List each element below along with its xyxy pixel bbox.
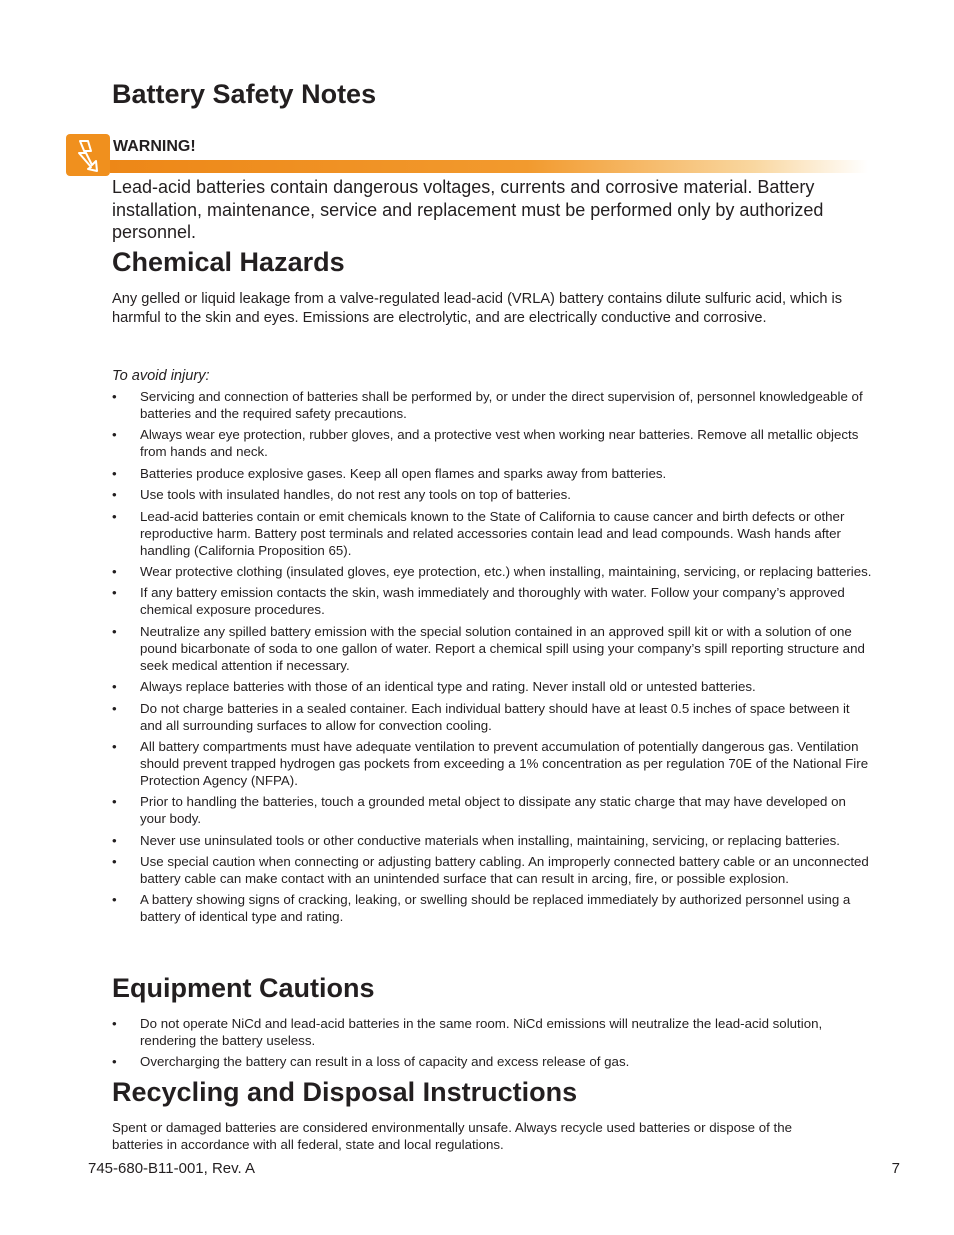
list-item: • All battery compartments must have adequate ventilation to prevent accumulation of potentially dangerous gas. Ventilation should prevent trapped hydrogen gas pockets from exceeding a 1% concentration as per regulation 70E of the National Fire Protection Agency (NFPA). [112, 738, 872, 789]
chemical-hazards-intro: Any gelled or liquid leakage from a valve-regulated lead-acid (VRLA) battery contains dilute sulfuric acid, which is harmful to the skin and eyes. Emissions are electrolytic, and are electrically conductive and corrosive. [112, 291, 843, 327]
list-item: • Batteries produce explosive gases. Keep all open flames and sparks away from batteries. [112, 465, 872, 482]
electrical-hazard-icon [66, 134, 110, 176]
list-item: • Always replace batteries with those of an identical type and rating. Never install old or untested batteries. [112, 678, 872, 695]
list-item: • Always wear eye protection, rubber gloves, and a protective vest when working near batteries. Remove all metallic objects from hands and neck. [112, 426, 872, 460]
recycling-heading: Recycling and Disposal Instructions [112, 1077, 578, 1107]
warning-label: WARNING! [113, 138, 196, 155]
avoid-injury-list [112, 388, 872, 930]
list-item: • Overcharging the battery can result in a loss of capacity and excess release of gas. [112, 1053, 872, 1070]
chemical-hazards-heading: Chemical Hazards [112, 247, 345, 277]
page-title: Battery Safety Notes [112, 79, 377, 109]
page-number: 7 [891, 1160, 900, 1177]
recycling-text: Spent or damaged batteries are considered environmentally unsafe. Always recycle used batteries or dispose of the batteries in accordance with all federal, state and local regulations. [112, 1120, 793, 1152]
list-item: • Never use uninsulated tools or other conductive materials when installing, maintaining, servicing, or replacing batteries. [112, 832, 872, 849]
list-item: • Wear protective clothing (insulated gloves, eye protection, etc.) when installing, maintaining, servicing, or replacing batteries. [112, 563, 872, 580]
warning-text: Lead-acid batteries contain dangerous voltages, currents and corrosive material. Battery installation, maintenance, service and replacement must be performed only by authorized personnel. [112, 177, 824, 242]
equipment-cautions-list [112, 1015, 872, 1075]
avoid-injury-label: To avoid injury: [112, 368, 210, 384]
list-item: • Neutralize any spilled battery emission with the special solution contained in an approved spill kit or with a solution of one pound bicarbonate of soda to one gallon of water. Report a chemical spill using your company’s spill reporting structure and seek medical attention if necessary. [112, 623, 872, 674]
list-item: • Do not operate NiCd and lead-acid batteries in the same room. NiCd emissions will neutralize the lead-acid solution, rendering the battery useless. [112, 1015, 872, 1049]
list-item: • Servicing and connection of batteries shall be performed by, or under the direct supervision of, personnel knowledgeable of batteries and the required safety precautions. [112, 388, 872, 422]
list-item: • Use special caution when connecting or adjusting battery cabling. An improperly connected battery cable or an unconnected battery cable can make contact with an unintended surface that can result in arcing, fire, or possible explosion. [112, 853, 872, 887]
list-item: • Use tools with insulated handles, do not rest any tools on top of batteries. [112, 486, 872, 503]
list-item: • Prior to handling the batteries, touch a grounded metal object to dissipate any static charge that may have developed on your body. [112, 793, 872, 827]
warning-bar [110, 160, 868, 173]
list-item: • Lead-acid batteries contain or emit chemicals known to the State of California to cause cancer and birth defects or other reproductive harm. Battery post terminals and related accessories contain lead and lead compounds. Wash hands after handling (California Proposition 65). [112, 508, 872, 559]
list-item: • Do not charge batteries in a sealed container. Each individual battery should have at least 0.5 inches of space between it and all surrounding surfaces to allow for convection cooling. [112, 700, 872, 734]
document-number: 745-680-B11-001, Rev. A [88, 1160, 256, 1177]
equipment-cautions-heading: Equipment Cautions [112, 973, 375, 1003]
list-item: • If any battery emission contacts the skin, wash immediately and thoroughly with water. Follow your company’s approved chemical exposure procedures. [112, 584, 872, 618]
list-item: • A battery showing signs of cracking, leaking, or swelling should be replaced immediately by authorized personnel using a battery of identical type and rating. [112, 891, 872, 925]
